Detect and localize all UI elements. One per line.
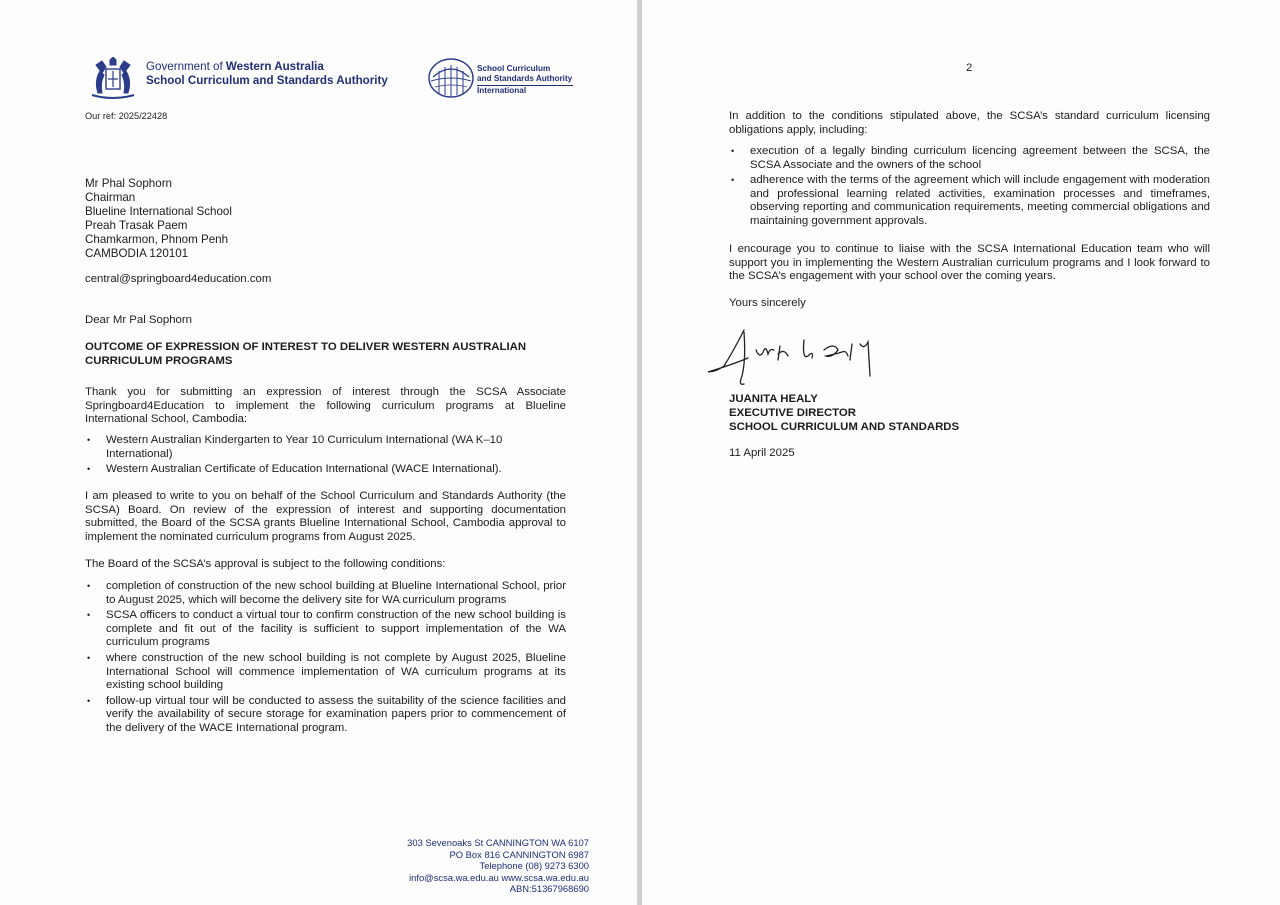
intro-paragraph: Thank you for submitting an expression of interest through the SCSA Associate Springboard4Education to implement the following curriculum programs at Blueline International School, Cambodia: xyxy=(85,386,566,426)
letterhead-footer xyxy=(407,837,589,895)
letter-date: 11 April 2025 xyxy=(729,447,795,459)
closing-paragraph: I encourage you to continue to liaise with the SCSA International Education team who will support you in implementing the Western Australian curriculum programs and I look forward to the SCSA’s engagement with your school over the coming years. xyxy=(729,243,1210,283)
gov-state: Western Australia xyxy=(225,60,324,73)
list-item: • follow-up virtual tour will be conducted to assess the suitability of the science facilities and verify the availability of secure storage for examination papers prior to commencement of the delivery of the WACE International program. xyxy=(85,695,566,736)
footer-po-box: PO Box 816 CANNINGTON 6987 xyxy=(449,848,589,860)
recipient-address xyxy=(85,177,232,260)
list-item: • execution of a legally binding curriculum licencing agreement between the SCSA, the SCSA Associate and the owners of the school xyxy=(729,145,1210,172)
letter-page-2 xyxy=(642,0,1280,905)
address-line: CAMBODIA 120101 xyxy=(85,246,189,260)
subject-line-1: OUTCOME OF EXPRESSION OF INTEREST TO DELIVER WESTERN AUSTRALIAN xyxy=(85,341,527,353)
footer-street: 303 Sevenoaks St CANNINGTON WA 6107 xyxy=(407,837,589,848)
list-item: • completion of construction of the new school building at Blueline International School, prior to August 2025, which will become the delivery site for WA curriculum programs xyxy=(85,580,566,607)
address-line: Chamkarmon, Phnom Penh xyxy=(85,232,229,246)
salutation: Dear Mr Pal Sophorn xyxy=(85,314,192,326)
signer-title: EXECUTIVE DIRECTOR xyxy=(729,407,857,419)
list-item: • Western Australian Certificate of Education International (WACE International). xyxy=(85,463,505,477)
signer-organisation: SCHOOL CURRICULUM AND STANDARDS xyxy=(729,421,960,433)
address-line: Mr Phal Sophorn xyxy=(85,177,172,190)
authority-name: School Curriculum and Standards Authority xyxy=(146,74,388,87)
footer-web: info@scsa.wa.edu.au www.scsa.wa.edu.au xyxy=(409,871,589,883)
recipient-email: central@springboard4education.com xyxy=(85,273,272,285)
signature-block xyxy=(729,392,959,434)
intl-logo-line1: School Curriculum xyxy=(477,64,551,73)
intl-logo-line3: International xyxy=(477,85,573,96)
government-heading xyxy=(146,60,388,88)
list-item: • SCSA officers to conduct a virtual tour to confirm construction of the new school building is complete and fit out of the facility is sufficient to support implementation of the WA curriculum programs xyxy=(85,609,566,650)
gov-prefix: Government of xyxy=(146,60,226,73)
program-list xyxy=(85,434,505,478)
subject-line-2: CURRICULUM PROGRAMS xyxy=(85,354,233,367)
address-line: Preah Trasak Paem xyxy=(85,218,188,232)
page-number: 2 xyxy=(966,62,973,74)
letter-page-1 xyxy=(0,0,637,905)
signature-image xyxy=(704,320,884,388)
address-line: Blueline International School xyxy=(85,204,232,218)
conditions-intro: The Board of the SCSA’s approval is subject to the following conditions: xyxy=(85,558,446,570)
obligations-list xyxy=(729,145,1210,230)
scsa-international-tree-icon xyxy=(427,57,475,99)
list-item: • where construction of the new school building is not complete by August 2025, Blueline International School will commence implementation of WA curriculum programs at its existing school building xyxy=(85,652,566,693)
our-reference: Our ref: 2025/22428 xyxy=(85,111,168,121)
intl-logo-line2: and Standards Authority xyxy=(477,74,573,84)
intl-logo-text xyxy=(477,64,573,96)
wa-coat-of-arms-icon xyxy=(88,57,138,101)
address-line: Chairman xyxy=(85,190,136,204)
footer-abn: ABN:51367968690 xyxy=(509,883,589,895)
list-item: • Western Australian Kindergarten to Year 10 Curriculum International (WA K–10 International) xyxy=(85,434,505,461)
approval-paragraph: I am pleased to write to you on behalf of the School Curriculum and Standards Authority (the SCSA) Board. On review of the expression of interest and supporting documentation submitted, the Board of the SCSA grants Blueline International School, Cambodia approval to implement the nominated curriculum programs from August 2025. xyxy=(85,490,566,543)
letter-subject xyxy=(85,341,570,368)
list-item: • adherence with the terms of the agreement which will include engagement with moderation and professional learning related activities, examination processes and timeframes, observing reporting and communication requirements, meeting commercial obligations and maintaining government approvals. xyxy=(729,174,1210,228)
closing-salutation: Yours sincerely xyxy=(729,297,806,309)
footer-telephone: Telephone (08) 9273 6300 xyxy=(479,860,589,872)
obligations-intro: In addition to the conditions stipulated above, the SCSA’s standard curriculum licensing obligations apply, including: xyxy=(729,110,1210,136)
signer-name: JUANITA HEALY xyxy=(729,393,818,405)
conditions-list xyxy=(85,580,566,737)
